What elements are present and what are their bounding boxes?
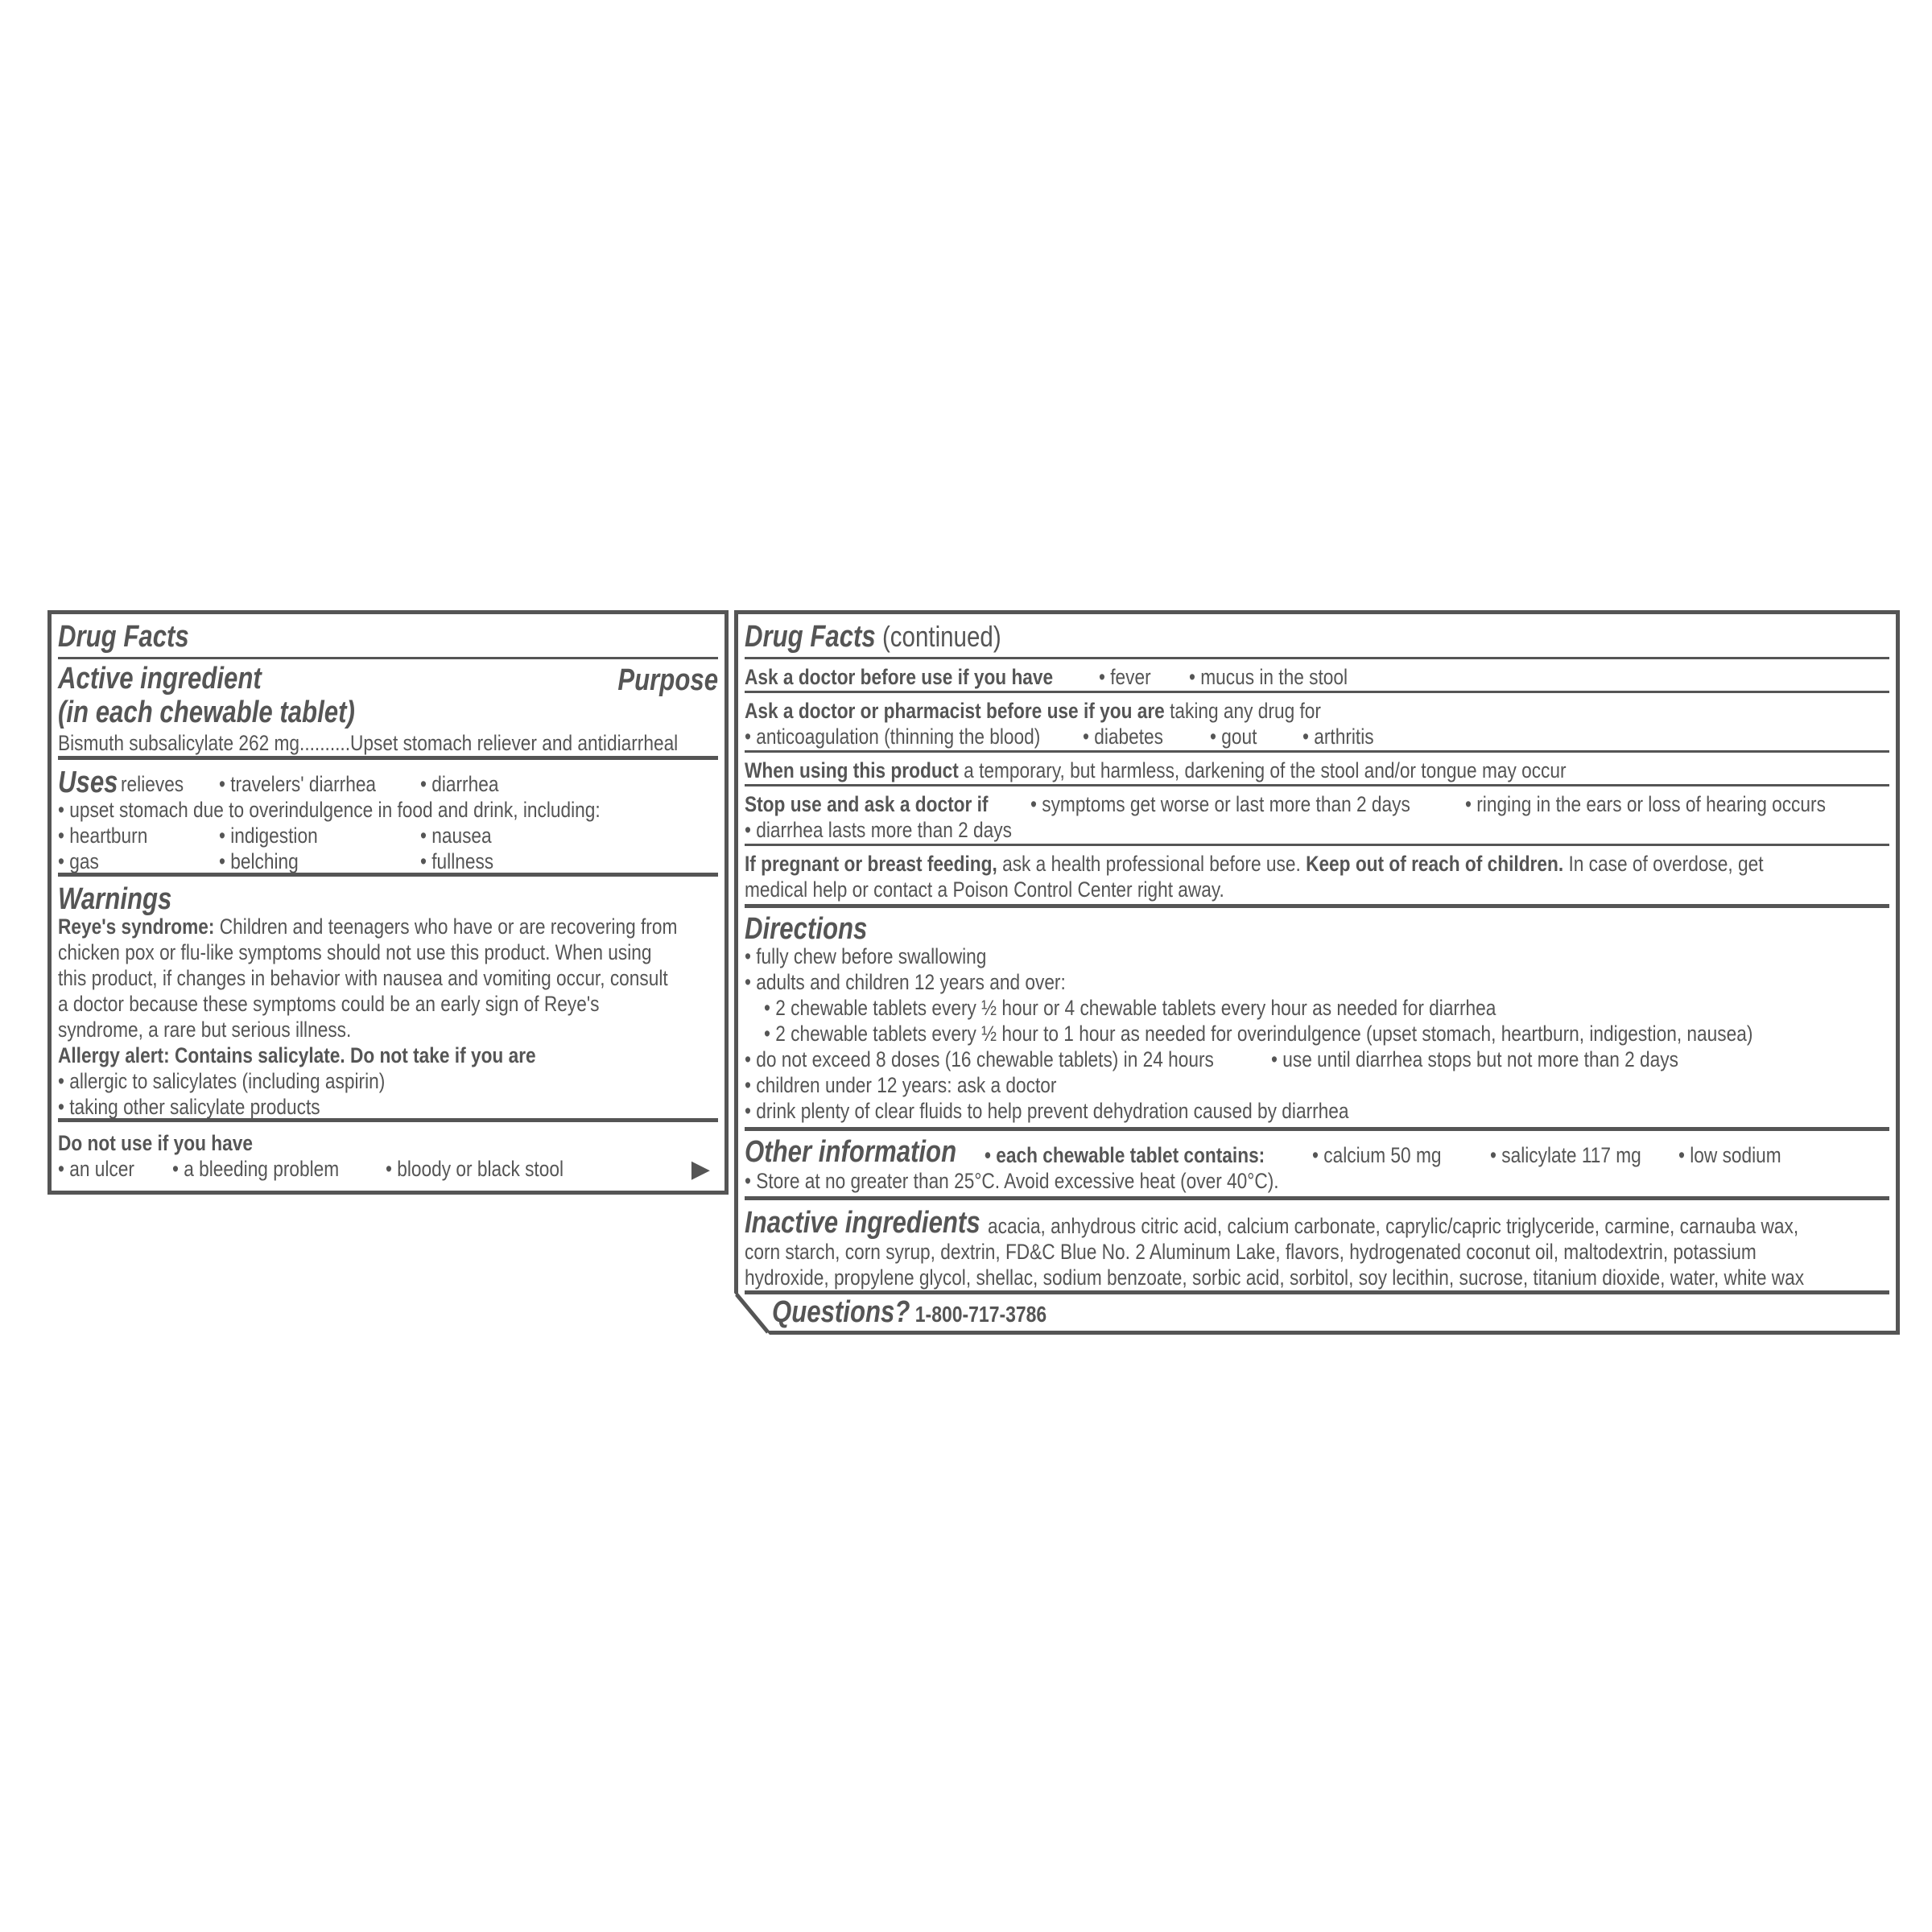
uses-item: • belching <box>219 849 299 873</box>
ask-pharmacist-item: • diabetes <box>1083 724 1163 749</box>
ask-pharmacist-line: Ask a doctor or pharmacist before use if you are taking any drug for <box>745 699 1321 723</box>
active-ingredient-line: Bismuth subsalicylate 262 mg..........Upset stomach reliever and antidiarrheal <box>58 731 679 755</box>
inactive-ingredients-line: acacia, anhydrous citric acid, calcium carbonate, caprylic/capric triglyceride, carmine, carnauba wax, <box>988 1214 1799 1238</box>
other-information-item: • salicylate 117 mg <box>1490 1143 1641 1167</box>
other-information-item: • calcium 50 mg <box>1312 1143 1442 1167</box>
ask-pharmacist-label: Ask a doctor or pharmacist before use if you are <box>745 699 1165 723</box>
questions-line <box>772 1296 1046 1331</box>
reyes-line: syndrome, a rare but serious illness. <box>58 1018 352 1042</box>
drug-facts-title: Drug Facts <box>58 620 189 654</box>
questions-section <box>745 1296 1889 1331</box>
reyes-line: a doctor because these symptoms could be an early sign of Reye's <box>58 992 600 1016</box>
do-not-use-item: • an ulcer <box>58 1157 134 1181</box>
other-information-section <box>745 1133 1889 1200</box>
uses-item: • indigestion <box>219 824 318 848</box>
do-not-use-heading: Do not use if you have <box>58 1131 253 1155</box>
ask-doctor-item: • mucus in the stool <box>1189 665 1348 689</box>
directions-item: • use until diarrhea stops but not more than 2 days <box>1271 1047 1678 1071</box>
active-ingredient-section <box>58 661 718 760</box>
uses-section <box>58 762 718 877</box>
uses-item: • travelers' diarrhea <box>219 772 377 796</box>
do-not-use-item: • a bleeding problem <box>172 1157 340 1181</box>
ask-doctor-section <box>745 659 1889 693</box>
other-information-label: • each chewable tablet contains: <box>985 1143 1265 1167</box>
when-using-line: When using this product a temporary, but harmless, darkening of the stool and/or tongue may occur <box>745 758 1567 782</box>
stop-use-item: • ringing in the ears or loss of hearing occurs <box>1465 792 1826 816</box>
pregnancy-line: If pregnant or breast feeding, ask a health professional before use. Keep out of reach of children. In case of overdose, get <box>745 852 1764 876</box>
purpose-heading: Purpose <box>617 663 718 697</box>
reyes-line: Reye's syndrome: Children and teenagers who have or are recovering from <box>58 914 678 939</box>
directions-item: • 2 chewable tablets every ½ hour to 1 hour as needed for overindulgence (upset stomach, heartburn, indigestion, nausea) <box>764 1022 1753 1046</box>
stop-use-item: • symptoms get worse or last more than 2 days <box>1030 792 1410 816</box>
other-information-item: • low sodium <box>1678 1143 1781 1167</box>
inactive-ingredients-line: corn starch, corn syrup, dextrin, FD&C Blue No. 2 Aluminum Lake, flavors, hydrogenated coconut oil, maltodextrin, potassium <box>745 1240 1757 1264</box>
ask-pharmacist-item: • gout <box>1210 724 1257 749</box>
corner-notch-icon <box>734 1293 770 1335</box>
warnings-heading: Warnings <box>58 882 172 916</box>
inactive-ingredients-heading: Inactive ingredients <box>745 1206 980 1240</box>
questions-label: Questions? <box>772 1295 910 1329</box>
ask-pharmacist-item: • arthritis <box>1302 724 1374 749</box>
ask-doctor-item: • fever <box>1099 665 1151 689</box>
reyes-label: Reye's syndrome: <box>58 914 215 939</box>
stop-use-item: • diarrhea lasts more than 2 days <box>745 818 1012 842</box>
warnings-section <box>58 878 718 1122</box>
right-title-row <box>745 614 1889 659</box>
drug-facts-panel-right <box>734 610 1900 1335</box>
inactive-ingredients-section <box>745 1202 1889 1294</box>
reyes-line: this product, if changes in behavior with nausea and vomiting occur, consult <box>58 966 668 990</box>
uses-item: • fullness <box>420 849 494 873</box>
uses-heading: Uses <box>58 766 118 799</box>
stop-use-section <box>745 786 1889 846</box>
ask-doctor-label: Ask a doctor before use if you have <box>745 665 1054 689</box>
storage-line: • Store at no greater than 25°C. Avoid excessive heat (over 40°C). <box>745 1169 1279 1193</box>
active-ingredient-subheading: (in each chewable tablet) <box>58 696 355 729</box>
allergy-item: • taking other salicylate products <box>58 1095 320 1119</box>
questions-phone-number: 1-800-717-3786 <box>910 1302 1047 1327</box>
pregnancy-line: medical help or contact a Poison Control Center right away. <box>745 877 1224 902</box>
directions-heading: Directions <box>745 912 868 946</box>
uses-item: • diarrhea <box>420 772 499 796</box>
active-ingredient-heading: Active ingredient <box>58 662 262 696</box>
uses-item: • gas <box>58 849 99 873</box>
directions-item: • do not exceed 8 doses (16 chewable tablets) in 24 hours <box>745 1047 1214 1071</box>
allergy-alert-line: Allergy alert: Contains salicylate. Do not take if you are <box>58 1043 536 1067</box>
when-using-label: When using this product <box>745 758 959 782</box>
directions-item: • adults and children 12 years and over: <box>745 970 1066 994</box>
ask-pharmacist-section <box>745 693 1889 753</box>
uses-item: • heartburn <box>58 824 148 848</box>
do-not-use-section <box>58 1124 718 1188</box>
do-not-use-item: • bloody or black stool <box>386 1157 564 1181</box>
drug-facts-panel-left <box>47 610 729 1195</box>
directions-item: • 2 chewable tablets every ½ hour or 4 chewable tablets every hour as needed for diarrhea <box>764 996 1496 1020</box>
stop-use-label: Stop use and ask a doctor if <box>745 792 989 816</box>
uses-item: • nausea <box>420 824 492 848</box>
inactive-ingredients-line: hydroxide, propylene glycol, shellac, sodium benzoate, sorbic acid, sorbitol, soy lecithin, sucrose, titanium dioxide, water, white wax <box>745 1265 1805 1290</box>
keep-out-label: Keep out of reach of children. <box>1306 852 1564 876</box>
ask-pharmacist-item: • anticoagulation (thinning the blood) <box>745 724 1041 749</box>
left-title-row <box>58 614 718 659</box>
other-information-heading: Other information <box>745 1135 957 1169</box>
pregnancy-section <box>745 846 1889 908</box>
directions-item: • fully chew before swallowing <box>745 944 987 968</box>
directions-item: • children under 12 years: ask a doctor <box>745 1073 1057 1097</box>
continue-arrow-icon: ▶ <box>691 1156 710 1183</box>
allergy-item: • allergic to salicylates (including aspirin) <box>58 1069 386 1093</box>
reyes-line: chicken pox or flu-like symptoms should not use this product. When using <box>58 940 652 964</box>
uses-intro: relieves <box>121 772 184 796</box>
pregnancy-label: If pregnant or breast feeding, <box>745 852 997 876</box>
drug-facts-continued-title: Drug Facts (continued) <box>745 620 1001 654</box>
directions-item: • drink plenty of clear fluids to help prevent dehydration caused by diarrhea <box>745 1099 1349 1123</box>
uses-item: • upset stomach due to overindulgence in food and drink, including: <box>58 798 601 822</box>
when-using-section <box>745 753 1889 786</box>
directions-section <box>745 910 1889 1131</box>
